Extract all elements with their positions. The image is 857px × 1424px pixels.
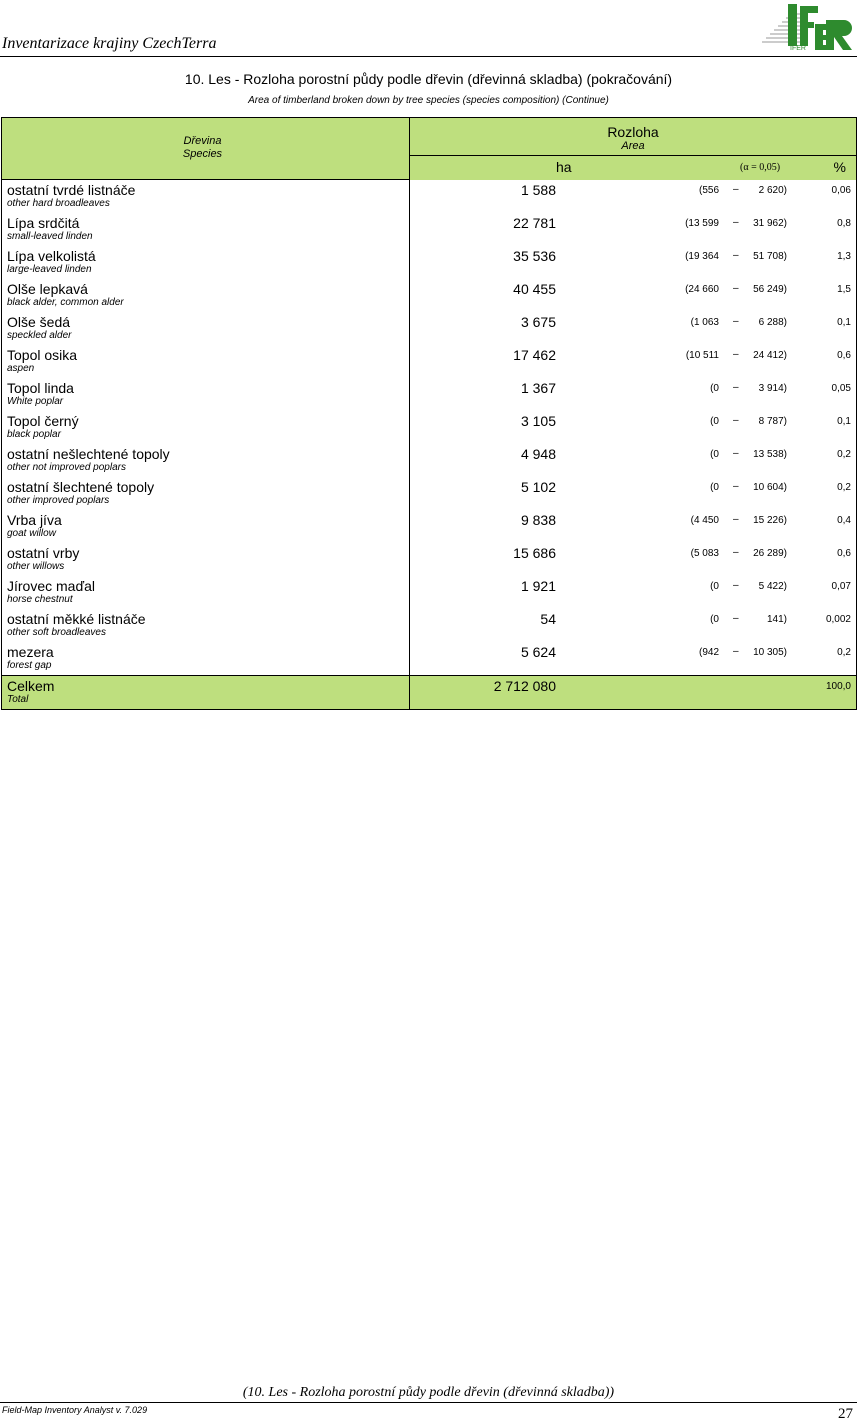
table-row [2,543,857,576]
total-ha-value: 2 712 080 [493,678,556,694]
species-name-en: speckled alder [7,330,72,341]
ci-dash: – [733,514,739,525]
area-cell [410,543,857,576]
ci-dash: – [733,283,739,294]
area-cell [410,609,857,642]
species-cell [2,246,410,279]
alpha-header: (α = 0,05) [740,162,781,174]
species-name-cs: Topol černý [7,413,79,429]
ci-upper-value: 31 962) [753,218,787,229]
area-ha-value: 1 588 [520,181,556,198]
species-header-en: Species [182,148,223,160]
species-name-cs: Lípa srdčitá [7,215,80,231]
ci-upper-value: 56 249) [753,284,787,295]
ci-lower-value: (19 364 [685,251,719,262]
ci-dash: – [733,646,739,657]
table-body [2,118,857,710]
percent-value: 1,3 [837,251,851,262]
percent-value: 1,5 [837,284,851,295]
area-cell [410,180,857,214]
table-row [2,279,857,312]
percent-value: 0,2 [837,647,851,658]
ci-upper-value: 10 305) [753,647,787,658]
table-row [2,609,857,642]
species-name-en: other improved poplars [7,495,110,506]
ci-dash: – [733,547,739,558]
species-name-cs: ostatní nešlechtené topoly [7,446,170,462]
table-row [2,213,857,246]
ci-upper-value: 15 226) [753,515,787,526]
ci-lower-value: (10 511 [685,350,719,361]
ci-lower-value: (0 [710,581,719,592]
table-row [2,378,857,411]
ci-dash: – [733,415,739,426]
species-cell [2,312,410,345]
table-title: 10. Les - Rozloha porostní půdy podle dřevin (dřevinná skladba) (pokračování) [184,71,673,87]
area-cell [410,213,857,246]
ci-lower-value: (4 450 [690,515,719,526]
area-ha-value: 4 948 [520,446,556,462]
species-cell [2,345,410,378]
ci-lower-value: (0 [710,614,719,625]
species-cell [2,477,410,510]
area-header-en: Area [621,140,645,152]
ci-dash: – [733,580,739,591]
species-cell [2,576,410,609]
ci-lower-value: (0 [710,383,719,394]
ci-lower-value: (0 [710,482,719,493]
ci-upper-value: 6 288) [758,317,787,328]
total-label-cs: Celkem [7,678,55,694]
area-cell [410,411,857,444]
total-row [2,676,857,710]
table-row [2,246,857,279]
table-row [2,642,857,676]
ci-dash: – [733,613,739,624]
area-subheader [410,156,857,180]
percent-value: 0,07 [831,581,851,592]
ci-upper-value: 24 412) [753,350,787,361]
area-ha-value: 1 367 [520,380,556,396]
species-name-cs: Olše lepkavá [7,281,88,297]
ci-upper-value: 10 604) [753,482,787,493]
species-cell [2,213,410,246]
table-row [2,411,857,444]
area-ha-value: 22 781 [513,215,556,231]
page-number: 27 [838,1406,853,1422]
species-name-en: horse chestnut [7,594,73,605]
area-ha-value: 54 [540,611,556,627]
area-ha-value: 17 462 [513,347,556,363]
ci-dash: – [733,349,739,360]
percent-value: 0,2 [837,482,851,493]
ci-lower-value: (0 [710,416,719,427]
area-cell [410,312,857,345]
table-row [2,345,857,378]
ci-lower-value: (556 [698,184,719,196]
species-column-header [2,118,410,180]
ci-upper-value: 13 538) [753,449,787,460]
ci-dash: – [733,316,739,327]
percent-value: 0,8 [837,218,851,229]
ci-upper-value: 141) [766,614,787,625]
species-name-cs: ostatní šlechtené topoly [7,479,155,495]
species-name-cs: Lípa velkolistá [7,248,96,264]
ci-dash: – [733,448,739,459]
area-ha-value: 3 105 [520,413,556,429]
ci-lower-value: (13 599 [685,218,719,229]
area-ha-value: 3 675 [520,314,556,330]
species-name-en: goat willow [7,528,56,539]
table-row [2,180,857,214]
ci-upper-value: 8 787) [758,416,787,427]
species-name-en: White poplar [7,396,64,407]
header-divider [0,56,857,57]
percent-value: 0,4 [837,515,851,526]
area-cell [410,279,857,312]
ci-dash: – [733,481,739,492]
percent-value: 0,1 [837,317,851,328]
species-header-cs: Dřevina [183,135,222,147]
percent-value: 0,002 [825,614,851,625]
percent-value: 0,05 [831,383,851,394]
area-ha-value: 40 455 [513,281,556,297]
logo-lettering: IFER [790,45,806,52]
species-cell [2,411,410,444]
species-name-en: forest gap [7,660,52,671]
species-name-en: black alder, common alder [7,297,124,308]
species-cell [2,609,410,642]
ci-dash: – [733,217,739,228]
area-ha-value: 9 838 [520,512,556,528]
ifer-logo [760,2,854,54]
species-name-en: aspen [7,363,35,374]
percent-value: 0,2 [837,449,851,460]
area-cell [410,477,857,510]
species-name-en: black poplar [7,429,61,440]
ci-lower-value: (24 660 [685,284,719,295]
table-header-row [2,118,857,156]
species-name-cs: Jírovec maďal [7,578,95,594]
area-column-header [410,118,857,156]
table-row [2,510,857,543]
species-cell [2,642,410,676]
species-cell [2,543,410,576]
footer-caption: (10. Les - Rozloha porostní půdy podle dřevin (dřevinná skladba)) [242,1385,615,1400]
area-cell [410,378,857,411]
document-title: Inventarizace krajiny CzechTerra [2,35,217,52]
species-name-cs: Topol linda [7,380,74,396]
area-ha-value: 15 686 [513,545,556,561]
species-name-en: other willows [7,561,65,572]
species-name-cs: Topol osika [7,347,78,363]
area-ha-value: 1 921 [520,578,556,594]
table-row [2,477,857,510]
area-ha-value: 5 102 [520,479,556,495]
ci-dash: – [733,250,739,261]
species-area-table [1,117,857,710]
area-cell [410,576,857,609]
species-name-cs: ostatní tvrdé listnáče [7,182,136,198]
species-cell [2,378,410,411]
total-percent-value: 100,0 [825,681,851,692]
species-name-cs: Olše šedá [7,314,71,330]
species-name-en: large-leaved linden [7,264,92,275]
ci-upper-value: 2 620) [758,184,787,196]
percent-value: 0,6 [837,350,851,361]
percent-value: 0,6 [837,548,851,559]
ci-lower-value: (0 [710,449,719,460]
species-name-en: small-leaved linden [7,231,93,242]
area-header-cs: Rozloha [607,124,659,140]
species-cell [2,510,410,543]
area-cell [410,444,857,477]
area-cell [410,510,857,543]
area-ha-value: 35 536 [513,248,556,264]
species-cell [2,444,410,477]
ha-header: ha [556,159,572,176]
species-name-cs: mezera [7,644,54,660]
percent-value: 0,06 [831,184,851,196]
species-name-en: other hard broadleaves [7,198,110,209]
total-value-cell [410,676,857,710]
species-name-cs: ostatní měkké listnáče [7,611,146,627]
area-ha-value: 5 624 [520,644,556,660]
ci-upper-value: 5 422) [758,581,787,592]
table-row [2,312,857,345]
species-name-en: other not improved poplars [7,462,126,473]
ci-upper-value: 51 708) [753,251,787,262]
software-version: Field-Map Inventory Analyst v. 7.029 [2,1405,148,1415]
ci-dash: – [733,382,739,393]
ci-upper-value: 3 914) [758,383,787,394]
ci-dash: – [733,183,739,195]
area-cell [410,345,857,378]
area-cell [410,642,857,676]
table-row [2,444,857,477]
species-cell [2,180,410,214]
species-name-cs: ostatní vrby [7,545,80,561]
species-cell [2,279,410,312]
table-subtitle: Area of timberland broken down by tree species (species composition) (Continue) [248,95,609,106]
percent-value: 0,1 [837,416,851,427]
total-label-cell [2,676,410,710]
ci-lower-value: (1 063 [690,317,719,328]
table-row [2,576,857,609]
area-cell [410,246,857,279]
ci-lower-value: (5 083 [690,548,719,559]
ci-lower-value: (942 [698,647,719,658]
footer-divider [0,1402,857,1403]
percent-header: % [833,159,846,176]
ci-upper-value: 26 289) [753,548,787,559]
total-label-en: Total [7,694,29,705]
species-name-en: other soft broadleaves [7,627,106,638]
species-name-cs: Vrba jíva [7,512,62,528]
